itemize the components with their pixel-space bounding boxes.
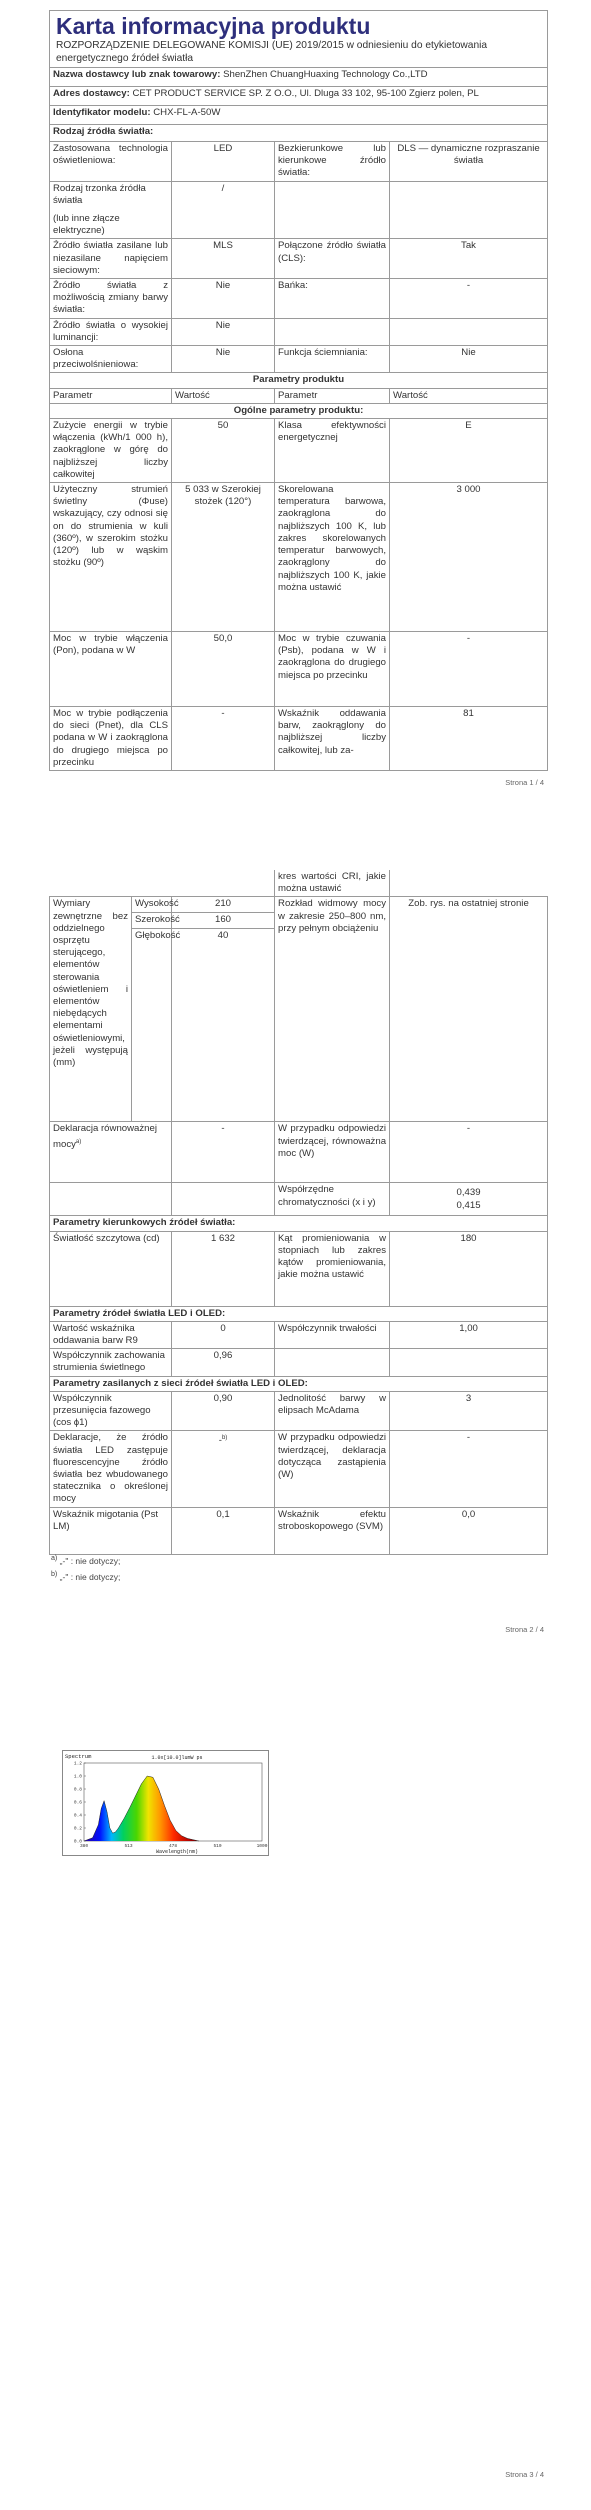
- y-tick-label: 0.6: [73, 1800, 82, 1806]
- spectrum-chart: [62, 1750, 269, 1856]
- page-number-2: Strona 2 / 4: [505, 1625, 544, 1634]
- y-tick-label: 0.4: [73, 1813, 82, 1819]
- directional-value: DLS — dynamiczne rozpraszanie światła: [390, 142, 548, 182]
- directional-label: Bezkierunkowe lub kierunkowe źródło światła:: [275, 142, 390, 182]
- cri-label-part-2: kres wartości CRI, jakie można ustawić: [275, 870, 390, 897]
- power-factor-value: 0,90: [172, 1391, 275, 1431]
- y-tick-label: 1.2: [73, 1761, 82, 1767]
- regulation-text: ROZPORZĄDZENIE DELEGOWANE KOMISJI (UE) 2019/2015 w odniesieniu do etykietowania energetycznego źródeł światła: [56, 40, 488, 64]
- height-value: 210: [172, 897, 275, 913]
- led-params-heading: Parametry źródeł światła LED i OLED:: [50, 1306, 548, 1321]
- technology-label: Zastosowana technologia oświetleniowa:: [50, 142, 172, 182]
- equiv-power-footnote-mark: a): [75, 1138, 82, 1145]
- footnote-a: [51, 1554, 120, 1566]
- y-tick-label: 1.0: [73, 1774, 82, 1780]
- footnote-b: [51, 1570, 120, 1582]
- page-number-1: Strona 1 / 4: [505, 778, 544, 787]
- model-id-label: Identyfikator modelu:: [53, 107, 151, 118]
- x-tick-label: 1000: [256, 1844, 268, 1849]
- colour-tunable-value: Nie: [172, 279, 275, 319]
- cri-value: 81: [390, 707, 548, 771]
- supplier-address-value: CET PRODUCT SERVICE SP. Z O.O., Ul. Dluga 33 102, 95-100 Zgierz polen, PL: [132, 88, 479, 99]
- survival-factor-value: 1,00: [390, 1321, 548, 1348]
- mains-value: MLS: [172, 239, 275, 279]
- col-header-param-2: Parametr: [275, 388, 390, 403]
- product-info-table-2: [49, 870, 548, 1555]
- dimensions-label: Wymiary zewnętrzne bez oddzielnego osprzętu sterującego, elementów sterowania oświetleniem i elementów niebędących elementami oświetleniowymi, jeżeli występują (mm): [50, 897, 132, 1122]
- supplier-address-label: Adres dostawcy:: [53, 88, 130, 99]
- anti-glare-value: Nie: [172, 346, 275, 373]
- supplier-name-label: Nazwa dostawcy lub znak towarowy:: [53, 69, 221, 80]
- power-on-label: Moc w trybie włączenia (Pon), podana w W: [53, 633, 168, 657]
- high-luminance-value: Nie: [172, 318, 275, 345]
- svm-value: 0,0: [390, 1507, 548, 1554]
- dimmable-value: Nie: [390, 346, 548, 373]
- cls-value: Tak: [390, 239, 548, 279]
- chart-title: 1.0x[10.0]lumW ps: [151, 1755, 203, 1761]
- equiv-power-label: Deklaracja równoważnej mocy: [53, 1123, 157, 1150]
- svm-label: Wskaźnik efektu stroboskopowego (SVM): [275, 1507, 390, 1554]
- useful-flux-label: Użyteczny strumień świetlny (Φuse) wskazujący, czy odnosi się on do strumienia w kuli (360º), w szerokim stożku (120º) lub w wąskim stożku (90º): [50, 483, 172, 632]
- spectrum-label: Rozkład widmowy mocy w zakresie 250–800 nm, przy pełnym obciążeniu: [275, 897, 390, 1122]
- col-header-value-2: Wartość: [390, 388, 548, 403]
- cls-label: Połączone źródło światła (CLS):: [275, 239, 390, 279]
- width-label: Szerokość: [132, 913, 172, 929]
- cct-label: Skorelowana temperatura barwowa, zaokrąglona do najbliższych 100 K, lub zakres skorelowanych temperatur barwowych, zaokrąglony do najbliższych 100 K, jakie można ustawić: [275, 483, 390, 632]
- cap-type-label: Rodzaj trzonka źródła światła: [53, 182, 146, 206]
- standby-label: Moc w trybie czuwania (Psb), podana w W i zaokrąglona do drugiego miejsca po przecinku: [275, 632, 390, 707]
- mcadam-value: 3: [390, 1391, 548, 1431]
- flicker-label: Wskaźnik migotania (Pst LM): [50, 1507, 172, 1554]
- source-type-heading: Rodzaj źródła światła:: [50, 125, 548, 142]
- y-tick-label: 0.0: [73, 1839, 82, 1845]
- replace-claim-value: -: [390, 1431, 548, 1507]
- fluorescent-replace-footnote-mark: b): [221, 1435, 228, 1442]
- replace-claim-label: W przypadku odpowiedzi twierdzącej, deklaracja dotycząca zastąpienia (W): [275, 1431, 390, 1507]
- fluorescent-replace-value: -: [218, 1435, 222, 1447]
- efficiency-class-value: E: [390, 419, 548, 483]
- lumen-maintenance-value: 0,96: [172, 1349, 275, 1376]
- energy-value: 50: [172, 419, 275, 483]
- footnote-a-text: „-" : nie dotyczy;: [59, 1555, 121, 1566]
- spectrum-value: Zob. rys. na ostatniej stronie: [390, 897, 548, 1122]
- survival-factor-label: Współczynnik trwałości: [275, 1321, 390, 1348]
- chromaticity-label: Współrzędne chromatyczności (x i y): [275, 1183, 390, 1216]
- r9-value: 0: [172, 1321, 275, 1348]
- r9-label: Wartość wskaźnika oddawania barw R9: [50, 1321, 172, 1348]
- x-tick-label: 513: [124, 1844, 133, 1849]
- depth-label: Głębokość: [132, 929, 172, 1122]
- spectrum-chart-svg: [62, 1750, 269, 1856]
- energy-label: Zużycie energii w trybie włączenia (kWh/1 000 h), zaokrąglone w górę do najbliższej liczby całkowitej: [50, 419, 172, 483]
- chromaticity-y: 0,415: [456, 1199, 481, 1211]
- product-sheet-page-1: [49, 10, 547, 771]
- model-id-value: CHX-FL-A-50W: [153, 107, 221, 118]
- cct-value: 3 000: [390, 483, 548, 632]
- mains-label: Źródło światła zasilane lub niezasilane napięciem sieciowym:: [50, 239, 172, 279]
- peak-intensity-value: 1 632: [172, 1231, 275, 1306]
- equiv-claim-label: W przypadku odpowiedzi twierdzącej, równoważna moc (W): [275, 1122, 390, 1183]
- cap-type-label-2: (lub inne złącze elektryczne): [53, 213, 120, 237]
- directional-params-heading: Parametry kierunkowych źródeł światła:: [50, 1216, 548, 1231]
- x-tick-label: 510: [213, 1844, 222, 1849]
- net-standby-label: Moc w trybie podłączenia do sieci (Pnet), dla CLS podana w W i zaokrąglona do drugiego miejsca po przecinku: [50, 707, 172, 771]
- equiv-power-value: -: [172, 1122, 275, 1183]
- chart-plot-area: [74, 1761, 268, 1850]
- page-2: [0, 860, 591, 1660]
- x-tick-label: 478: [168, 1844, 178, 1849]
- footnote-b-text: „-" : nie dotyczy;: [59, 1571, 121, 1582]
- footnote-b-mark: b): [51, 1570, 58, 1578]
- fluorescent-replace-label: Deklaracje, że źródło światła LED zastępuje fluorescencyjne źródło światła bez wbudowanego statecznika o określonej mocy: [50, 1431, 172, 1507]
- chart-xlabel: Wavelength(nm): [155, 1849, 199, 1855]
- net-standby-value: -: [172, 707, 275, 771]
- beam-angle-label: Kąt promieniowania w stopniach lub zakres kątów promieniowania, jakie można ustawić: [275, 1231, 390, 1306]
- page-number-3: Strona 3 / 4: [505, 2470, 544, 2479]
- product-info-table-1: [49, 10, 548, 771]
- flicker-value: 0,1: [172, 1507, 275, 1554]
- mcadam-label: Jednolitość barwy w elipsach McAdama: [275, 1391, 390, 1431]
- beam-angle-value: 180: [390, 1231, 548, 1306]
- depth-value: 40: [172, 929, 275, 1122]
- peak-intensity-label: Światłość szczytowa (cd): [50, 1231, 172, 1306]
- general-params-heading: Ogólne parametry produktu:: [50, 403, 548, 418]
- footnote-a-mark: a): [51, 1554, 58, 1562]
- power-on-value: 50,0: [172, 632, 275, 707]
- cri-label-part-1: Wskaźnik oddawania barw, zaokrąglony do najbliższej liczby całkowitej, lub za-: [275, 707, 390, 771]
- envelope-label: Bańka:: [275, 279, 390, 319]
- high-luminance-label: Źródło światła o wysokiej luminancji:: [50, 318, 172, 345]
- mains-led-params-heading: Parametry zasilanych z sieci źródeł światła LED i OLED:: [50, 1376, 548, 1391]
- height-label: Wysokość: [132, 897, 172, 913]
- chart-ylabel: Spectrum: [65, 1753, 92, 1760]
- equiv-claim-value: -: [390, 1122, 548, 1183]
- y-tick-label: 0.2: [73, 1826, 82, 1832]
- lumen-maintenance-label: Współczynnik zachowania strumienia świetlnego: [50, 1349, 172, 1376]
- page-3: [0, 1720, 591, 2510]
- useful-flux-value: 5 033 w Szerokiej stożek (120°): [172, 483, 275, 632]
- page-1: [0, 0, 591, 800]
- colour-tunable-label: Źródło światła z możliwością zmiany barwy światła:: [50, 279, 172, 319]
- col-header-param-1: Parametr: [50, 388, 172, 403]
- standby-value: -: [390, 632, 548, 707]
- product-sheet-page-2: [49, 870, 547, 1555]
- x-tick-label: 380: [79, 1844, 89, 1849]
- supplier-name-value: ShenZhen ChuangHuaxing Technology Co.,LTD: [223, 69, 428, 80]
- power-factor-label: Współczynnik przesunięcia fazowego (cos ϕ1): [50, 1391, 172, 1431]
- technology-value: LED: [172, 142, 275, 182]
- dimmable-label: Funkcja ściemniania:: [275, 346, 390, 373]
- page-title: Karta informacyjna produktu: [56, 13, 371, 39]
- chromaticity-x: 0,439: [456, 1187, 481, 1199]
- col-header-value-1: Wartość: [172, 388, 275, 403]
- efficiency-class-label: Klasa efektywności energetycznej: [275, 419, 390, 483]
- anti-glare-label: Osłona przeciwolśnieniowa:: [50, 346, 172, 373]
- cap-type-value: /: [172, 181, 275, 239]
- width-value: 160: [172, 913, 275, 929]
- envelope-value: -: [390, 279, 548, 319]
- product-params-heading: Parametry produktu: [50, 373, 548, 388]
- y-tick-label: 0.8: [73, 1787, 82, 1793]
